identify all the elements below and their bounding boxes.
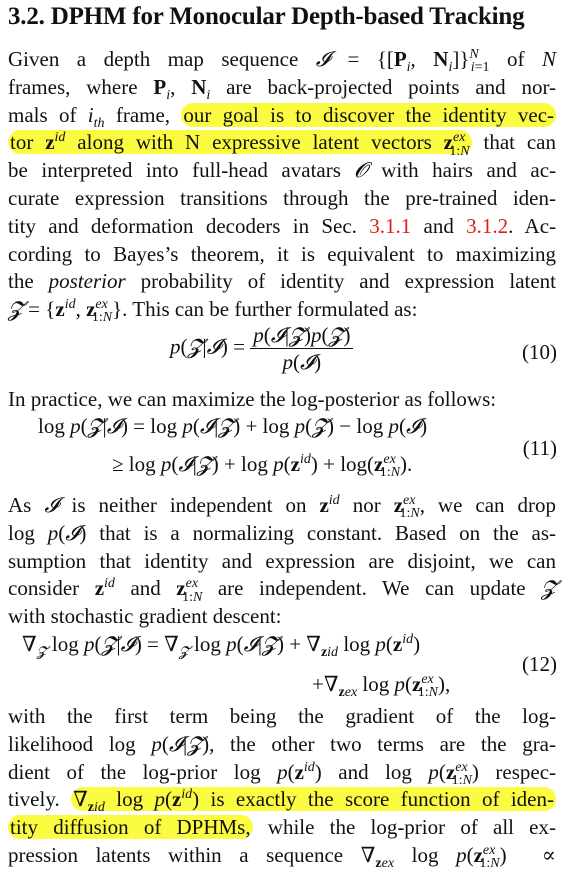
text-line: pression latents within a sequence $\nabla_{zex}$ $\log p(z^{ex}_{1:N})$ ∝ <box>8 842 556 872</box>
text-line: tor $z^{id}$ along with N expressive latent vectors $z^{ex}_{1:N}$ that can <box>10 130 557 159</box>
highlight-goal-start: our goal is to discover the identity vec- <box>183 102 555 127</box>
text-line: In practice, we can maximize the log-posterior as follows: <box>8 387 497 411</box>
text-line: sumption that identity and expression are disjoint, we can <box>8 548 556 573</box>
highlight-score-start: $\nabla_{zid}$ $\log p(z^{id})$ is exactly the score function of iden- <box>73 787 554 816</box>
text-line: cording to Bayes’s theorem, it is equivalent to maximizing <box>8 241 556 266</box>
text-line: frames, where $P_i$, $N_i$ are back-projected points and nor- <box>8 74 557 103</box>
text-line: tity and deformation decoders in Sec. 3.1.1 and 3.1.2. Ac- <box>8 213 557 238</box>
text-line: with stochastic gradient descent: <box>8 604 282 629</box>
section-ref-link[interactable]: 3.1.2 <box>466 213 509 238</box>
text-line: 𝓩 = {$z^{id}$, $z^{ex}_{1:N}$}. This can be further formulated as: <box>8 297 418 326</box>
text-line: log p(𝓘) that is a normalizing constant. Based on the as- <box>8 520 556 545</box>
equation-11-line-2: ≥ log p(𝓘|𝓩) + $\log p(z^{id}) + \log(z^{ex}_{1:N})$. <box>112 452 413 481</box>
text-line: tively. $\nabla_{zid}$ $\log p(z^{id})$ is exactly the score function of iden- <box>8 787 554 816</box>
text-line: As 𝓘 is neither independent on $z^{id}$ nor $z^{ex}_{1:N}$, we can drop <box>8 493 557 522</box>
text-line: curate expression transitions through the pre-trained iden- <box>8 185 556 210</box>
equation-12-line-1: $\nabla_𝓩$ log p(𝓩|𝓘) = $\nabla_𝓩$ log p(𝓘|𝓩) + $\nabla_{zid}$ $\log p(z^{id})$ <box>22 632 421 661</box>
text-line: dient of the log-prior $\log p(z^{id})$ and $\log p(z^{ex}_{1:N})$ respec- <box>8 759 557 788</box>
text-line: with the first term being the gradient of the log- <box>8 704 556 728</box>
paragraph-3 <box>8 492 556 631</box>
text-line: the posterior probability of identity and expression latent <box>8 269 557 294</box>
highlight-goal-end: tor $z^{id}$ along with N expressive latent vectors $z^{ex}_{1:N}$ <box>10 130 470 159</box>
text-line: be interpreted into full-head avatars 𝓞 with hairs and ac- <box>8 158 557 183</box>
equation-number: (11) <box>522 436 557 460</box>
equation-number: (12) <box>522 652 557 676</box>
equation-12-line-2: $+\nabla_{zex}$ $\log p(z^{ex}_{1:N})$, <box>312 672 451 701</box>
equation-number: (10) <box>522 340 557 364</box>
paragraph-2 <box>8 386 556 414</box>
text-line: Given a depth map sequence 𝓘 = {[$P_i$, $N_i]\}^N_{i=1}$ of N <box>8 47 556 76</box>
text-line: mals of $i_{th}$ frame, our goal is to discover the identity vec- <box>8 102 555 131</box>
highlight-score-end: tity diffusion of DPHMs, <box>10 815 251 840</box>
paragraph-1 <box>8 46 556 324</box>
section-ref-link[interactable]: 3.1.1 <box>369 213 412 238</box>
text-line: consider $z^{id}$ and $z^{ex}_{1:N}$ are independent. We can update 𝓩 <box>8 576 557 605</box>
equation-10: p(𝓩|𝓘) = $\frac{\text{p(𝓘|𝓩)p(𝓩)}}{\text{p(𝓘)}}$ <box>170 322 353 375</box>
text-line: tity diffusion of DPHMs, while the log-prior of all ex- <box>10 815 556 840</box>
equation-11-line-1: log p(𝓩|𝓘) = log p(𝓘|𝓩) + log p(𝓩) − log p(𝓘) <box>38 414 428 438</box>
paragraph-4 <box>8 703 556 870</box>
text-line: likelihood log p(𝓘|𝓩), the other two terms are the gra- <box>8 731 556 756</box>
section-heading: 3.2. DPHM for Monocular Depth-based Tracking <box>8 3 525 30</box>
